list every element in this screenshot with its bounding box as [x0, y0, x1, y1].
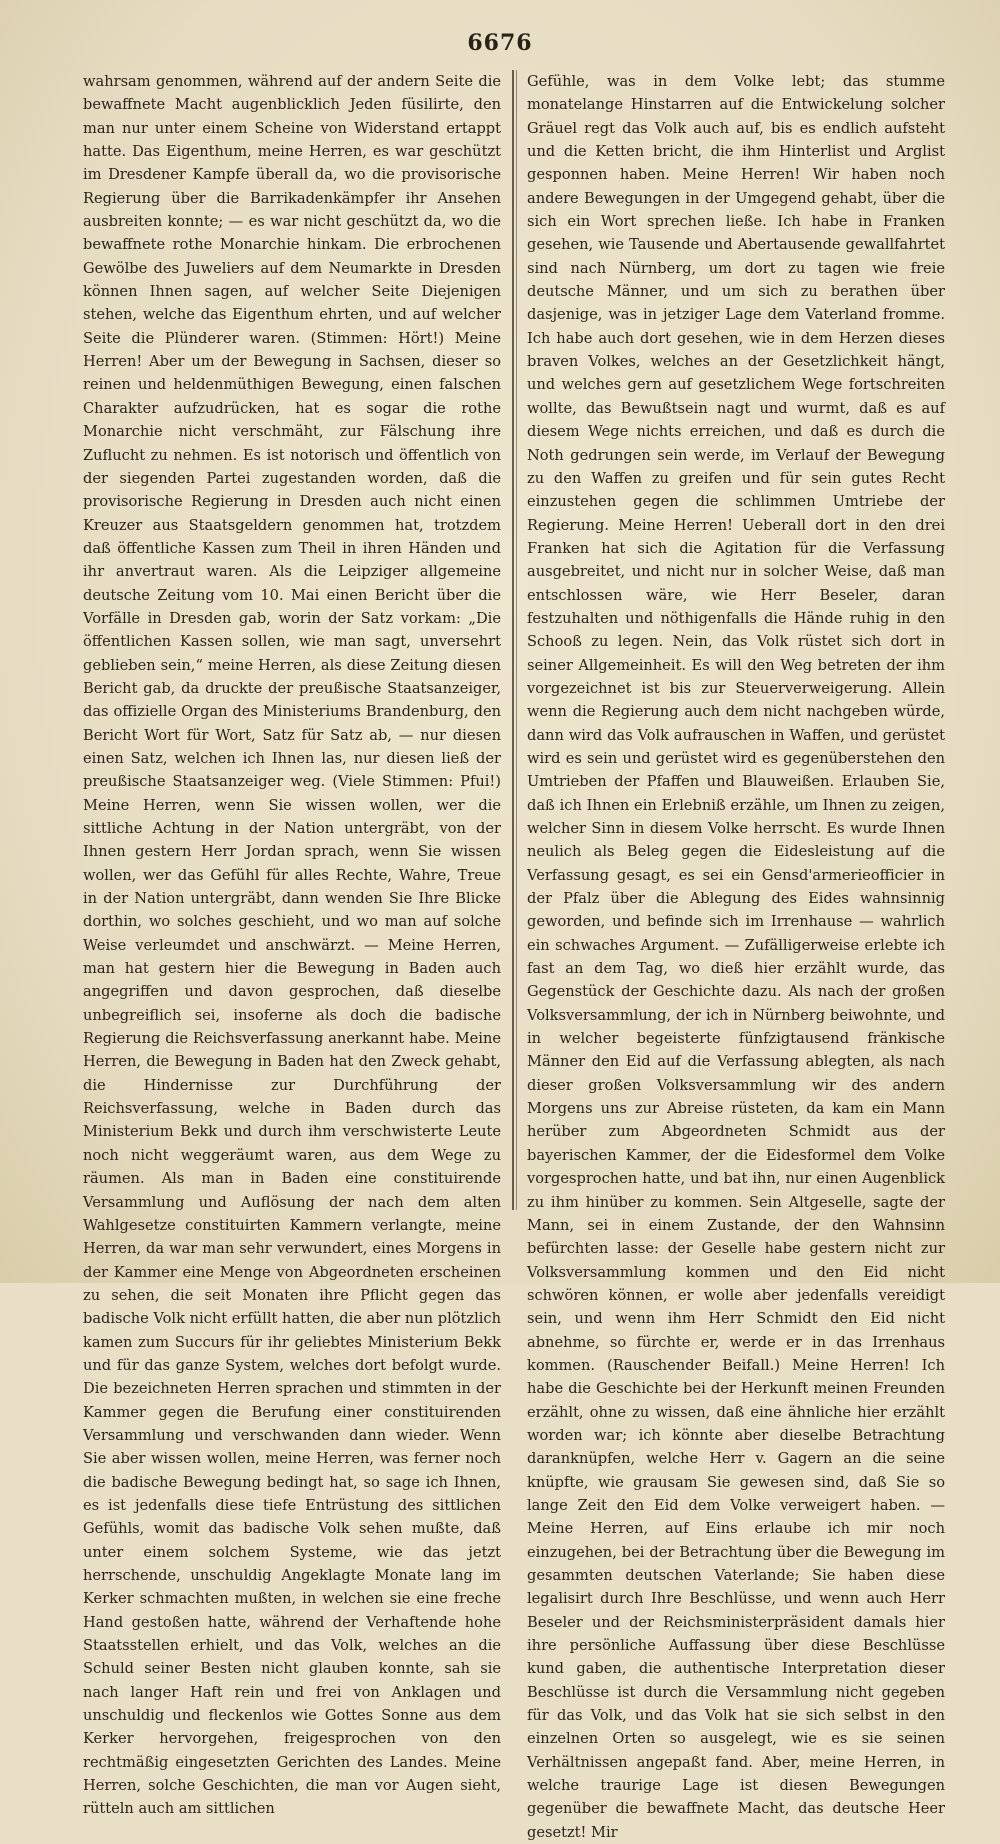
left-column-text: wahrsam genommen, während auf der andern Seite die bewaffnete Macht augenblicklich Jeden füsilirte, den man nur unter einem Scheine von Widerstand ertappt hatte. Das Eigenthum, meine Herren, es war geschützt im Dresdener Kampfe überall da, wo die provisorische Regierung über die Barrikadenkämpfer ihr Ansehen ausbreiten konnte; — es war nicht geschützt da, wo die bewaffnete rothe Monarchie hinkam. Die erbrochenen Gewölbe des Juweliers auf dem Neumarkte in Dresden können Ihnen sagen, auf welcher Seite Diejenigen stehen, welche das Eigenthum ehrten, und auf welcher Seite die Plünderer waren. (Stimmen: Hört!) Meine Herren! Aber um der Bewegung in Sachsen, dieser so reinen und heldenmüthigen Bewegung, einen falschen Charakter aufzudrücken, hat es sogar die rothe Monarchie nicht verschmäht, zur Fälschung ihre Zuflucht zu nehmen. Es ist notorisch und öffentlich von der siegenden Partei zugestanden worden, daß die provisorische Regierung in Dresden auch nicht einen Kreuzer aus Staatsgeldern genommen hat, trotzdem daß öffentliche Kassen zum Theil in ihren Händen und ihr anvertraut waren. Als die Leipziger allgemeine deutsche Zeitung vom 10. Mai einen Bericht über die Vorfälle in Dresden gab, worin der Satz vorkam: „Die öffentlichen Kassen sollen, wie man sagt, unversehrt geblieben sein,“ meine Herren, als diese Zeitung diesen Bericht gab, da druckte der preußische Staatsanzeiger, das offizielle Organ des Ministeriums Brandenburg, den Bericht Wort für Wort, Satz für Satz ab, — nur diesen einen Satz, welchen ich Ihnen las, nur diesen ließ der preußische Staatsanzeiger weg. (Viele Stimmen: Pfui!) Meine Herren, wenn Sie wissen wollen, wer die sittliche Achtung in der Nation untergräbt, von der Ihnen gestern Herr Jordan sprach, wenn Sie wissen wollen, wer das Gefühl für alles Rechte, Wahre, Treue in der Nation untergräbt, dann wenden Sie Ihre Blicke dorthin, wo solches geschieht, und wo man auf solche Weise verleumdet und anschwärzt. — Meine Herren, man hat gestern hier die Bewegung in Baden auch angegriffen und davon gesprochen, daß dieselbe unbegreiflich sei, insoferne als doch die badische Regierung die Reichsverfassung anerkannt habe. Meine Herren, die Bewegung in Baden hat den Zweck gehabt, die Hindernisse zur Durchführung der Reichsverfassung, welche in Baden durch das Ministerium Bekk und durch ihm verschwisterte Leute noch nicht weggeräumt waren, aus dem Wege zu räumen. Als man in Baden eine constituirende Versammlung und Auflösung der nach dem alten Wahlgesetze constituirten Kammern verlangte, meine Herren, da war man sehr verwundert, eines Morgens in der Kammer eine Menge von Abgeordneten erscheinen zu sehen, die seit Monaten ihre Pflicht gegen das badische Volk nicht erfüllt hatten, die aber nun plötzlich kamen zum Succurs für ihr geliebtes Ministerium Bekk und für das ganze System, welches dort befolgt wurde. Die bezeichneten Herren sprachen und stimmten in der Kammer gegen die Berufung einer constituirenden Versammlung und verschwanden dann wieder. Wenn Sie aber wissen wollen, meine Herren, was ferner noch die badische Bewegung bedingt hat, so sage ich Ihnen, es ist jedenfalls diese tiefe Entrüstung des sittlichen Gefühls, womit das badische Volk sehen mußte, daß unter einem solchem Systeme, wie das jetzt herrschende, unschuldig Angeklagte Monate lang im Kerker schmachten mußten, in welchen sie eine freche Hand gestoßen hatte, während der Verhaftende hohe Staatsstellen erhielt, und das Volk, welches an die Schuld seiner Besten nicht glauben konnte, sah sie nach langer Haft rein und frei von Anklagen und unschuldig und fleckenlos wie Gottes Sonne aus dem Kerker hervorgehen, freigesprochen von den rechtmäßig eingesetzten Gerichten des Landes. Meine Herren, solche Geschichten, die man vor Augen sieht, rütteln auch am sittlichen [83, 73, 501, 1818]
right-column [527, 70, 945, 1841]
column-divider-thin [516, 70, 517, 1210]
column-divider [512, 70, 514, 1210]
left-column [83, 70, 501, 1818]
right-column-text: Gefühle, was in dem Volke lebt; das stumme monatelange Hinstarren auf die Entwickelung solcher Gräuel regt das Volk auch auf, bis es endlich aufsteht und die Ketten bricht, die ihm Hinterlist und Arglist gesponnen haben. Meine Herren! Wir haben noch andere Bewegungen in der Umgegend gehabt, über die sich ein Wort sprechen ließe. Ich habe in Franken gesehen, wie Tausende und Abertausende gewallfahrtet sind nach Nürnberg, um dort zu tagen wie freie deutsche Männer, und um sich zu berathen über dasjenige, was in jetziger Lage dem Vaterland fromme. Ich habe auch dort gesehen, wie in dem Herzen dieses braven Volkes, welches an der Gesetzlichkeit hängt, und welches gern auf gesetzlichem Wege fortschreiten wollte, das Bewußtsein nagt und wurmt, daß es auf diesem Wege nichts erreichen, und daß es durch die Noth gedrungen sein werde, im Verlauf der Bewegung zu den Waffen zu greifen und für sein gutes Recht einzustehen gegen die schlimmen Umtriebe der Regierung. Meine Herren! Ueberall dort in den drei Franken hat sich die Agitation für die Verfassung ausgebreitet, und nicht nur in solcher Weise, daß man entschlossen wäre, wie Herr Beseler, daran festzuhalten und nöthigenfalls die Hände ruhig in den Schooß zu legen. Nein, das Volk rüstet sich dort in seiner Allgemeinheit. Es will den Weg betreten der ihm vorgezeichnet ist bis zur Steuerverweigerung. Allein wenn die Regierung auch dem nicht nachgeben würde, dann wird das Volk aufrauschen in Waffen, und gerüstet wird es sein und gerüstet wird es gegenüberstehen den Umtrieben der Pfaffen und Blauweißen. Erlauben Sie, daß ich Ihnen ein Erlebniß erzähle, um Ihnen zu zeigen, welcher Sinn in diesem Volke herrscht. Es wurde Ihnen neulich als Beleg gegen die Eidesleistung auf die Verfassung gesagt, es sei ein Gensd'armerieofficier in der Pfalz über die Ablegung des Eides wahnsinnig geworden, und befinde sich im Irrenhause — wahrlich ein schwaches Argument. — Zufälligerweise erlebte ich fast an dem Tag, wo dieß hier erzählt wurde, das Gegenstück der Geschichte dazu. Als nach der großen Volksversammlung, der ich in Nürnberg beiwohnte, und in welcher begeisterte fünfzigtausend fränkische Männer den Eid auf die Verfassung ablegten, als nach dieser großen Volksversammlung wir des andern Morgens uns zur Abreise rüsteten, da kam ein Mann herüber zum Abgeordneten Schmidt aus der bayerischen Kammer, der die Eidesformel dem Volke vorgesprochen hatte, und bat ihn, nur einen Augenblick zu ihm hinüber zu kommen. Sein Altgeselle, sagte der Mann, sei in einem Zustande, der den Wahnsinn befürchten lasse: der Geselle habe gestern nicht zur Volksversammlung kommen und den Eid nicht schwören können, er wolle aber jedenfalls vereidigt sein, und wenn ihm Herr Schmidt den Eid nicht abnehme, so fürchte er, werde er in das Irrenhaus kommen. (Rauschender Beifall.) Meine Herren! Ich habe die Geschichte bei der Herkunft meinen Freunden erzählt, ohne zu wissen, daß eine ähnliche hier erzählt worden war; ich könnte aber dieselbe Betrachtung daranknüpfen, welche Herr v. Gagern an die seine knüpfte, wie grausam Sie gewesen sind, daß Sie so lange Zeit den Eid dem Volke verweigert haben. — Meine Herren, auf Eins erlaube ich mir noch einzugehen, bei der Betrachtung über die Bewegung im gesammten deutschen Vaterlande; Sie haben diese legalisirt durch Ihre Beschlüsse, und wenn auch Herr Beseler und der Reichsministerpräsident damals hier ihre persönliche Auffassung über diese Beschlüsse kund gaben, die authentische Interpretation dieser Beschlüsse ist durch die Versammlung nicht gegeben für das Volk, und das Volk hat sie sich selbst in den einzelnen Orten so ausgelegt, wie es sie seinen Verhältnissen angepaßt fand. Aber, meine Herren, in welche traurige Lage ist diesen Bewegungen gegenüber die bewaffnete Macht, das deutsche Heer gesetzt! Mir [527, 73, 945, 1841]
page-number: 6676 [467, 30, 533, 56]
